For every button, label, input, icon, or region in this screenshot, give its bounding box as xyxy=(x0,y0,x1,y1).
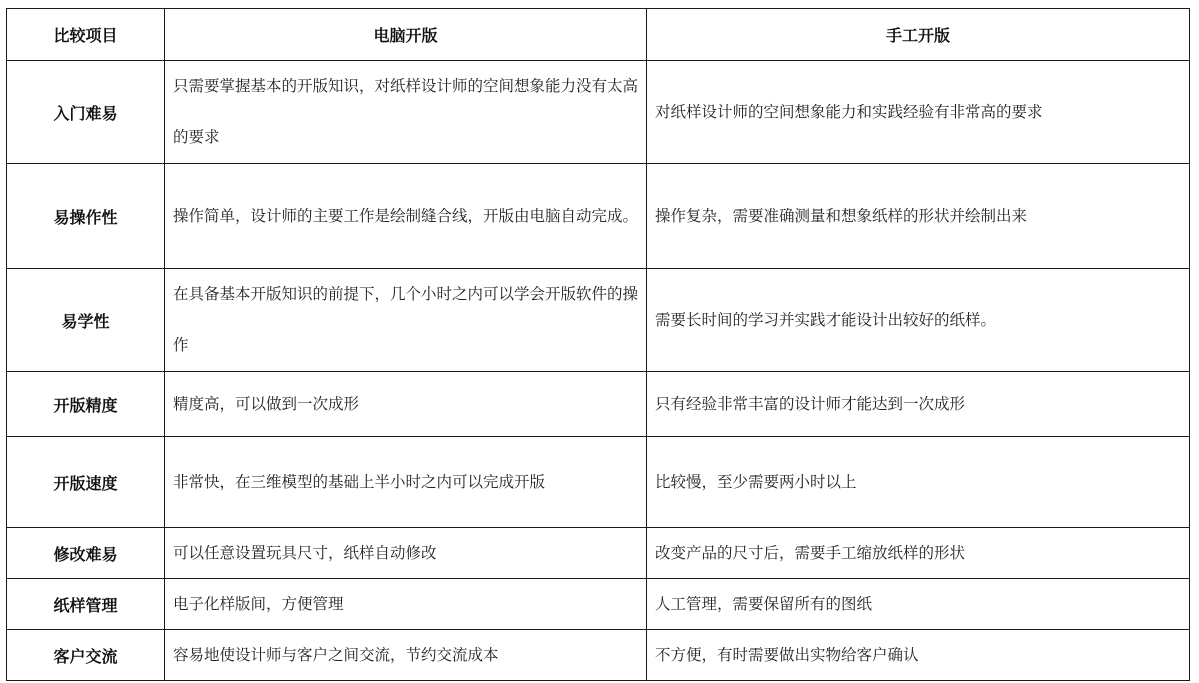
row-label: 客户交流 xyxy=(7,630,165,681)
row-label: 易操作性 xyxy=(7,164,165,269)
row-label: 开版精度 xyxy=(7,372,165,437)
table-row xyxy=(7,164,1190,269)
manual-cell: 操作复杂，需要准确测量和想象纸样的形状并绘制出来 xyxy=(647,164,1190,269)
manual-cell: 人工管理，需要保留所有的图纸 xyxy=(647,579,1190,630)
manual-cell: 不方便，有时需要做出实物给客户确认 xyxy=(647,630,1190,681)
table-row xyxy=(7,528,1190,579)
row-label: 修改难易 xyxy=(7,528,165,579)
computer-cell: 容易地使设计师与客户之间交流，节约交流成本 xyxy=(165,630,647,681)
table-header-row xyxy=(7,9,1190,61)
computer-cell: 操作简单，设计师的主要工作是绘制缝合线，开版由电脑自动完成。 xyxy=(165,164,647,269)
table-row xyxy=(7,579,1190,630)
comparison-table-container xyxy=(6,8,1190,681)
computer-cell: 精度高，可以做到一次成形 xyxy=(165,372,647,437)
manual-cell: 需要长时间的学习并实践才能设计出较好的纸样。 xyxy=(647,269,1190,372)
header-computer: 电脑开版 xyxy=(165,9,647,61)
computer-cell: 电子化样版间，方便管理 xyxy=(165,579,647,630)
computer-cell: 只需要掌握基本的开版知识，对纸样设计师的空间想象能力没有太高的要求 xyxy=(165,61,647,164)
row-label: 开版速度 xyxy=(7,437,165,528)
table-row xyxy=(7,437,1190,528)
table-row xyxy=(7,269,1190,372)
row-label: 纸样管理 xyxy=(7,579,165,630)
computer-cell: 非常快，在三维模型的基础上半小时之内可以完成开版 xyxy=(165,437,647,528)
computer-cell: 在具备基本开版知识的前提下，几个小时之内可以学会开版软件的操作 xyxy=(165,269,647,372)
comparison-table xyxy=(6,8,1190,681)
manual-cell: 只有经验非常丰富的设计师才能达到一次成形 xyxy=(647,372,1190,437)
manual-cell: 对纸样设计师的空间想象能力和实践经验有非常高的要求 xyxy=(647,61,1190,164)
manual-cell: 改变产品的尺寸后，需要手工缩放纸样的形状 xyxy=(647,528,1190,579)
manual-cell: 比较慢，至少需要两小时以上 xyxy=(647,437,1190,528)
row-label: 入门难易 xyxy=(7,61,165,164)
table-row xyxy=(7,61,1190,164)
computer-cell: 可以任意设置玩具尺寸，纸样自动修改 xyxy=(165,528,647,579)
row-label: 易学性 xyxy=(7,269,165,372)
table-row xyxy=(7,630,1190,681)
header-manual: 手工开版 xyxy=(647,9,1190,61)
table-row xyxy=(7,372,1190,437)
header-item: 比较项目 xyxy=(7,9,165,61)
